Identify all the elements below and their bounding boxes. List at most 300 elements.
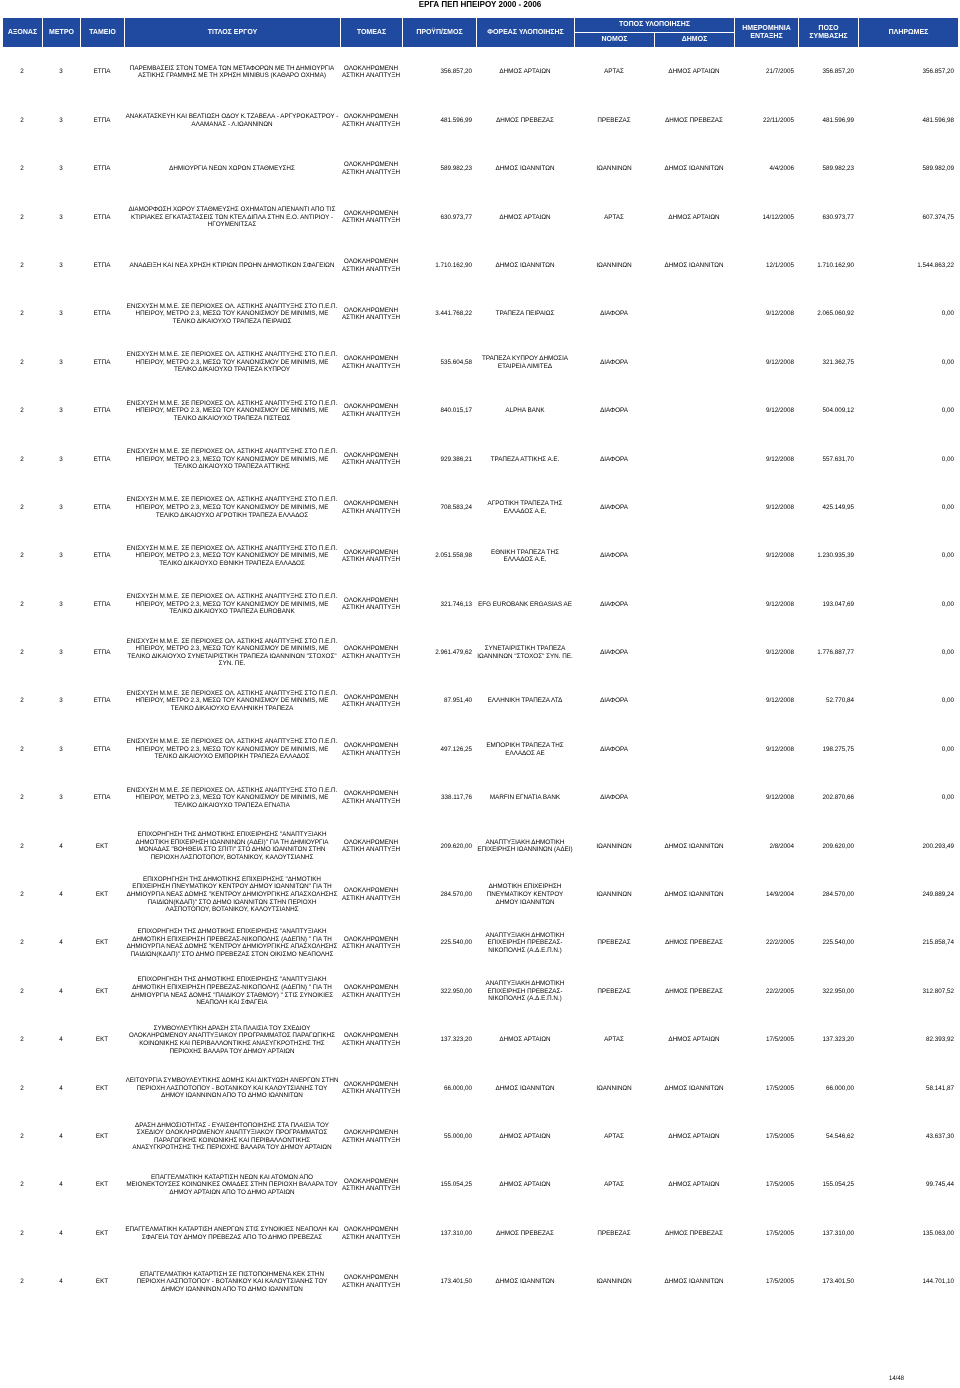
cell-axonas: 2	[20, 939, 24, 947]
cell-proyp: 137.310,00	[440, 1229, 472, 1237]
cell-poso: 1.776.887,77	[817, 649, 854, 657]
projects-table	[2, 48, 958, 1306]
cell-proyp: 589.982,23	[440, 165, 472, 173]
cell-poso: 504.009,12	[822, 407, 854, 415]
cell-pliromes: 200.293,49	[922, 842, 954, 850]
cell-tameio: ΕΤΠΑ	[93, 310, 111, 318]
cell-nomos: ΔΙΑΦΟΡΑ	[600, 358, 628, 366]
cell-metro: 3	[59, 794, 63, 802]
cell-dimos: ΔΗΜΟΣ ΑΡΤΑΙΩΝ	[668, 213, 720, 221]
cell-axonas: 2	[20, 1278, 24, 1286]
cell-foreas: ΔΗΜΟΣ ΑΡΤΑΙΩΝ	[499, 213, 551, 221]
cell-proyp: 840.015,17	[440, 407, 472, 415]
cell-pliromes: 0,00	[941, 745, 954, 753]
cell-dimos	[654, 677, 734, 725]
header-titlos: ΤΙΤΛΟΣ ΕΡΓΟΥ	[125, 18, 341, 48]
cell-foreas: ALPHA BANK	[505, 407, 545, 415]
cell-axonas: 2	[20, 745, 24, 753]
cell-metro: 3	[59, 455, 63, 463]
cell-nomos: ΙΩΑΝΝΙΝΩΝ	[596, 1278, 632, 1286]
cell-pliromes: 43.637,30	[925, 1132, 954, 1140]
cell-date: 9/12/2008	[765, 745, 794, 753]
cell-tameio: ΕΤΠΑ	[93, 407, 111, 415]
cell-axonas: 2	[20, 455, 24, 463]
table-row	[2, 1258, 958, 1306]
cell-titlos: ΔΙΑΜΟΡΦΩΣΗ ΧΩΡΟΥ ΣΤΑΘΜΕΥΣΗΣ ΟΧΗΜΑΤΩΝ ΑΠΕΝΑΝΤΙ ΑΠΟ ΤΙΣ ΚΤΙΡΙΑΚΕΣ ΕΓΚΑΤΑΣΤΑΣΕΙΣ ΤΩΝ ΚΤΕΛ ΔΙΠΛΑ ΣΤΗΝ Ε.Ο. ΑΝΤΙΡΙΟΥ - ΗΓΟΥΜΕΝΙΤΣΑΣ	[128, 205, 336, 229]
cell-titlos: ΛΕΙΤΟΥΡΓΙΑ ΣΥΜΒΟΥΛΕΥΤΙΚΗΣ ΔΟΜΗΣ ΚΑΙ ΔΙΚΤΥΩΣΗ ΑΝΕΡΓΩΝ ΣΤΗΝ ΠΕΡΙΟΧΗ ΛΑΣΠΟΤΟΠΟΥ - ΒΟΤΑΝΙΚΟΥ ΚΑΙ ΚΑΛΟΥΤΣΙΑΝΗΣ ΤΟΥ ΔΗΜΟΥ ΙΩΑΝΝΙΝΩΝ ΑΠΟ ΤΟ ΔΗΜΟ ΙΩΑΝΝΙΤΩΝ	[125, 1077, 339, 1100]
cell-tameio: ΕΤΠΑ	[93, 600, 111, 608]
cell-nomos: ΔΙΑΦΟΡΑ	[600, 794, 628, 802]
cell-pliromes: 82.393,92	[925, 1036, 954, 1044]
cell-titlos: ΕΝΙΣΧΥΣΗ Μ.Μ.Ε. ΣΕ ΠΕΡΙΟΧΕΣ ΟΛ. ΑΣΤΙΚΗΣ ΑΝΑΠΤΥΞΗΣ ΣΤΟ Π.Ε.Π. ΗΠΕΙΡΟΥ, ΜΕΤΡΟ 2.3, ΜΕΣΩ ΤΟΥ ΚΑΝΟΝΙΣΜΟΥ DE MINIMIS, ΜΕ ΤΕΛΙΚΟ ΔΙΚΑΙΟΥΧΟ ΤΡΑΠΕΖΑ ΠΕΙΡΑΙΩΣ	[126, 302, 338, 325]
cell-titlos: ΕΝΙΣΧΥΣΗ Μ.Μ.Ε. ΣΕ ΠΕΡΙΟΧΕΣ ΟΛ. ΑΣΤΙΚΗΣ ΑΝΑΠΤΥΞΗΣ ΣΤΟ Π.Ε.Π. ΗΠΕΙΡΟΥ, ΜΕΤΡΟ 2.3, ΜΕΣΩ ΤΟΥ ΚΑΝΟΝΙΣΜΟΥ DE MINIMIS, ΜΕ ΤΕΛΙΚΟ ΔΙΚΑΙΟΥΧΟ ΤΡΑΠΕΖΑ ΑΤΤΙΚΗΣ	[126, 447, 338, 471]
cell-foreas: ΑΝΑΠΤΥΞΙΑΚΗ ΔΗΜΟΤΙΚΗ ΕΠΙΧΕΙΡΗΣΗ ΙΩΑΝΝΙΝΩΝ (ΑΔΕΙ)	[477, 838, 573, 854]
header-proyp: ΠΡΟΫΠ/ΣΜΟΣ	[403, 18, 477, 48]
header-tomeas: ΤΟΜΕΑΣ	[341, 18, 403, 48]
cell-poso: 589.982,23	[822, 165, 854, 173]
cell-date: 9/12/2008	[765, 358, 794, 366]
cell-tomeas: ΟΛΟΚΛΗΡΩΜΕΝΗ ΑΣΤΙΚΗ ΑΝΑΠΤΥΞΗ	[341, 596, 401, 612]
cell-date: 22/11/2005	[762, 116, 794, 124]
cell-tameio: ΕΤΠΑ	[93, 503, 111, 511]
cell-metro: 3	[59, 649, 63, 657]
cell-tomeas: ΟΛΟΚΛΗΡΩΜΕΝΗ ΑΣΤΙΚΗ ΑΝΑΠΤΥΞΗ	[341, 1129, 401, 1144]
cell-tameio: ΕΚΤ	[95, 1084, 109, 1092]
cell-proyp: 66.000,00	[443, 1084, 472, 1092]
cell-date: 14/12/2005	[762, 213, 794, 221]
cell-titlos: ΕΝΙΣΧΥΣΗ Μ.Μ.Ε. ΣΕ ΠΕΡΙΟΧΕΣ ΟΛ. ΑΣΤΙΚΗΣ ΑΝΑΠΤΥΞΗΣ ΣΤΟ Π.Ε.Π. ΗΠΕΙΡΟΥ, ΜΕΤΡΟ 2.3, ΜΕΣΩ ΤΟΥ ΚΑΝΟΝΙΣΜΟΥ DE MINIMIS, ΜΕ ΤΕΛΙΚΟ ΔΙΚΑΙΟΥΧΟ ΑΓΡΟΤΙΚΗ ΤΡΑΠΕΖΑ ΕΛΛΑΔΟΣ	[126, 496, 338, 519]
cell-axonas: 2	[20, 891, 24, 899]
table-row	[2, 48, 958, 96]
cell-nomos: ΑΡΤΑΣ	[604, 1181, 624, 1189]
cell-foreas: ΤΡΑΠΕΖΑ ΠΕΙΡΑΙΩΣ	[495, 310, 555, 318]
cell-nomos: ΔΙΑΦΟΡΑ	[600, 600, 628, 608]
cell-nomos: ΠΡΕΒΕΖΑΣ	[597, 116, 631, 124]
cell-titlos: ΕΝΙΣΧΥΣΗ Μ.Μ.Ε. ΣΕ ΠΕΡΙΟΧΕΣ ΟΛ. ΑΣΤΙΚΗΣ ΑΝΑΠΤΥΞΗΣ ΣΤΟ Π.Ε.Π. ΗΠΕΙΡΟΥ, ΜΕΤΡΟ 2.3, ΜΕΣΩ ΤΟΥ ΚΑΝΟΝΙΣΜΟΥ DE MINIMIS, ΜΕ ΤΕΛΙΚΟ ΔΙΚΑΙΟΥΧΟ ΕΘΝΙΚΗ ΤΡΑΠΕΖΑ ΕΛΛΑΔΟΣ	[126, 544, 338, 567]
cell-proyp: 321.746,13	[440, 600, 472, 608]
cell-tameio: ΕΚΤ	[95, 891, 109, 899]
cell-date: 9/12/2008	[765, 407, 794, 415]
cell-pliromes: 215.858,74	[922, 939, 954, 947]
cell-foreas: ΔΗΜΟΣ ΠΡΕΒΕΖΑΣ	[496, 116, 554, 124]
cell-axonas: 2	[20, 310, 24, 318]
cell-nomos: ΔΙΑΦΟΡΑ	[600, 552, 628, 560]
cell-titlos: ΕΝΙΣΧΥΣΗ Μ.Μ.Ε. ΣΕ ΠΕΡΙΟΧΕΣ ΟΛ. ΑΣΤΙΚΗΣ ΑΝΑΠΤΥΞΗΣ ΣΤΟ Π.Ε.Π. ΗΠΕΙΡΟΥ, ΜΕΤΡΟ 2.3, ΜΕΣΩ ΤΟΥ ΚΑΝΟΝΙΣΜΟΥ DE MINIMIS, ΜΕ ΤΕΛΙΚΟ ΔΙΚΑΙΟΥΧΟ ΤΡΑΠΕΖΑ ΚΥΠΡΟΥ	[126, 351, 338, 374]
cell-metro: 3	[59, 745, 63, 753]
cell-date: 12/1/2005	[765, 261, 794, 269]
cell-metro: 3	[59, 552, 63, 560]
table-row	[2, 145, 958, 193]
cell-date: 9/12/2008	[765, 503, 794, 511]
page-title: ΕΡΓΑ ΠΕΠ ΗΠΕΙΡΟΥ 2000 - 2006	[418, 0, 542, 9]
cell-pliromes: 0,00	[941, 600, 954, 608]
cell-proyp: 284.570,00	[440, 891, 472, 899]
cell-proyp: 630.973,77	[440, 213, 472, 221]
cell-tomeas: ΟΛΟΚΛΗΡΩΜΕΝΗ ΑΣΤΙΚΗ ΑΝΑΠΤΥΞΗ	[341, 742, 401, 757]
table-row	[2, 1161, 958, 1209]
cell-metro: 4	[59, 891, 63, 899]
cell-tomeas: ΟΛΟΚΛΗΡΩΜΕΝΗ ΑΣΤΙΚΗ ΑΝΑΠΤΥΞΗ	[341, 838, 401, 854]
cell-proyp: 356.857,20	[440, 68, 472, 76]
cell-pliromes: 99.745,44	[925, 1181, 954, 1189]
page-number: 14/48	[888, 1376, 904, 1382]
cell-axonas: 2	[20, 261, 24, 269]
cell-date: 22/2/2005	[765, 939, 794, 947]
cell-pliromes: 356.857,20	[922, 68, 954, 76]
cell-nomos: ΠΡΕΒΕΖΑΣ	[597, 987, 631, 995]
cell-poso: 137.310,00	[822, 1229, 854, 1237]
cell-tameio: ΕΚΤ	[95, 987, 109, 995]
cell-nomos: ΙΩΑΝΝΙΝΩΝ	[596, 891, 632, 899]
cell-date: 17/5/2005	[765, 1084, 794, 1092]
cell-date: 9/12/2008	[765, 455, 794, 463]
cell-foreas: ΔΗΜΟΣ ΑΡΤΑΙΩΝ	[499, 1036, 551, 1044]
header-topos: ΤΟΠΟΣ ΥΛΟΠΟΙΗΣΗΣ	[575, 18, 735, 33]
cell-titlos: ΕΝΙΣΧΥΣΗ Μ.Μ.Ε. ΣΕ ΠΕΡΙΟΧΕΣ ΟΛ. ΑΣΤΙΚΗΣ ΑΝΑΠΤΥΞΗΣ ΣΤΟ Π.Ε.Π. ΗΠΕΙΡΟΥ, ΜΕΤΡΟ 2.3, ΜΕΣΩ ΤΟΥ ΚΑΝΟΝΙΣΜΟΥ DE MINIMIS, ΜΕ ΤΕΛΙΚΟ ΔΙΚΑΙΟΥΧΟ ΤΡΑΠΕΖΑ ΠΙΣΤΕΩΣ	[126, 399, 338, 422]
cell-metro: 3	[59, 213, 63, 221]
header-metro: ΜΕΤΡΟ	[43, 18, 81, 48]
cell-nomos: ΑΡΤΑΣ	[604, 1036, 624, 1044]
cell-axonas: 2	[20, 600, 24, 608]
cell-proyp: 322.950,00	[440, 987, 472, 995]
cell-date: 4/4/2006	[769, 165, 794, 173]
cell-poso: 193.047,69	[822, 600, 854, 608]
cell-titlos: ΕΠΑΓΓΕΛΜΑΤΙΚΗ ΚΑΤΑΡΤΙΣΗ ΣΕ ΠΙΣΤΟΠΟΙΗΜΕΝΑ ΚΕΚ ΣΤΗΝ ΠΕΡΙΟΧΗ ΛΑΣΠΟΤΟΠΟΥ - ΒΟΤΑΝΙΚΟΥ ΚΑΙ ΚΑΛΟΥΤΣΙΑΝΗΣ ΤΟΥ ΔΗΜΟΥ ΙΩΑΝΝΙΝΩΝ ΑΠΟ ΤΟ ΔΗΜΟ ΙΩΑΝΝΙΤΩΝ	[136, 1270, 328, 1293]
table-row	[2, 725, 958, 773]
cell-dimos: ΔΗΜΟΣ ΠΡΕΒΕΖΑΣ	[665, 939, 723, 947]
cell-nomos: ΔΙΑΦΟΡΑ	[600, 745, 628, 753]
cell-tameio: ΕΚΤ	[95, 1132, 109, 1140]
cell-axonas: 2	[20, 1132, 24, 1140]
cell-proyp: 55.000,00	[443, 1132, 472, 1140]
cell-pliromes: 1.544.863,22	[917, 261, 954, 269]
cell-dimos	[654, 484, 734, 532]
cell-tameio: ΕΚΤ	[95, 1036, 109, 1044]
cell-axonas: 2	[20, 68, 24, 76]
cell-date: 9/12/2008	[765, 697, 794, 705]
cell-date: 17/5/2005	[765, 1036, 794, 1044]
cell-proyp: 3.441.768,22	[435, 310, 472, 318]
table-row	[2, 387, 958, 435]
cell-nomos: ΙΩΑΝΝΙΝΩΝ	[596, 1084, 632, 1092]
cell-axonas: 2	[20, 697, 24, 705]
cell-poso: 321.362,75	[822, 358, 854, 366]
cell-nomos: ΠΡΕΒΕΖΑΣ	[597, 1229, 631, 1237]
cell-nomos: ΑΡΤΑΣ	[604, 213, 624, 221]
cell-foreas: ΕΘΝΙΚΗ ΤΡΑΠΕΖΑ ΤΗΣ ΕΛΛΑΔΟΣ Α.Ε.	[491, 548, 559, 564]
cell-tomeas: ΟΛΟΚΛΗΡΩΜΕΝΗ ΑΣΤΙΚΗ ΑΝΑΠΤΥΞΗ	[341, 645, 401, 660]
cell-foreas: ΔΗΜΟΤΙΚΗ ΕΠΙΧΕΙΡΗΣΗ ΠΝΕΥΜΑΤΙΚΟΥ ΚΕΝΤΡΟΥ ΔΗΜΟΥ ΙΩΑΝΝΙΤΩΝ	[486, 883, 564, 906]
cell-pliromes: 0,00	[941, 358, 954, 366]
cell-proyp: 173.401,50	[440, 1278, 472, 1286]
table-row	[2, 435, 958, 483]
header-pliromes: ΠΛΗΡΩΜΕΣ	[859, 18, 959, 48]
cell-poso: 1.710.162,90	[817, 261, 854, 269]
cell-tomeas: ΟΛΟΚΛΗΡΩΜΕΝΗ ΑΣΤΙΚΗ ΑΝΑΠΤΥΞΗ	[341, 1080, 401, 1096]
cell-metro: 3	[59, 310, 63, 318]
header-axonas: ΑΞΟΝΑΣ	[3, 18, 43, 48]
cell-dimos	[654, 532, 734, 580]
cell-tameio: ΕΚΤ	[95, 1181, 109, 1189]
cell-dimos: ΔΗΜΟΣ ΑΡΤΑΙΩΝ	[668, 68, 720, 76]
cell-nomos: ΔΙΑΦΟΡΑ	[600, 407, 628, 415]
cell-proyp: 481.596,99	[440, 116, 472, 124]
cell-proyp: 338.117,76	[440, 794, 472, 802]
cell-titlos: ΕΠΙΧΟΡΗΓΗΣΗ ΤΗΣ ΔΗΜΟΤΙΚΗΣ ΕΠΙΧΕΙΡΗΣΗΣ "ΑΝΑΠΤΥΞΙΑΚΗ ΔΗΜΟΤΙΚΗ ΕΠΙΧΕΙΡΗΣΗ ΠΡΕΒΕΖΑΣ-ΝΙΚΟΠΟΛΗΣ (ΑΔΕΠΝ) " ΓΙΑ ΤΗ ΔΗΜΙΟΥΡΓΙΑ ΝΕΑΣ ΔΟΜΗΣ "ΚΕΝΤΡΟΥ ΔΗΜΙΟΥΡΓΙΚΗΣ ΑΠΑΣΧΟΛΗΣΗΣ ΠΑΙΔΙΩΝ(ΚΔΑΠ)" ΣΤΟ ΔΗΜΟ ΠΡΕΒΕΖΑΣ ΣΤΟΝ ΟΙΚΙΣΜΟ ΝΕΑΠΟΛΗΣ	[126, 928, 338, 958]
cell-poso: 173.401,50	[822, 1278, 854, 1286]
cell-tomeas: ΟΛΟΚΛΗΡΩΜΕΝΗ ΑΣΤΙΚΗ ΑΝΑΠΤΥΞΗ	[341, 112, 401, 128]
cell-pliromes: 144.701,10	[922, 1278, 954, 1286]
cell-poso: 54.546,62	[825, 1132, 854, 1140]
cell-tameio: ΕΤΠΑ	[93, 165, 111, 173]
cell-foreas: ΣΥΝΕΤΑΙΡΙΣΤΙΚΗ ΤΡΑΠΕΖΑ ΙΩΑΝΝΙΝΩΝ "ΣΤΟΧΟΣ" ΣΥΝ. ΠΕ.	[477, 645, 573, 660]
cell-dimos: ΔΗΜΟΣ ΙΩΑΝΝΙΤΩΝ	[664, 261, 724, 269]
cell-dimos: ΔΗΜΟΣ ΑΡΤΑΙΩΝ	[668, 1181, 720, 1189]
cell-pliromes: 0,00	[941, 794, 954, 802]
cell-tomeas: ΟΛΟΚΛΗΡΩΜΕΝΗ ΑΣΤΙΚΗ ΑΝΑΠΤΥΞΗ	[341, 790, 401, 806]
cell-pliromes: 0,00	[941, 649, 954, 657]
cell-foreas: ΔΗΜΟΣ ΙΩΑΝΝΙΤΩΝ	[495, 165, 555, 173]
cell-metro: 3	[59, 68, 63, 76]
cell-metro: 3	[59, 600, 63, 608]
cell-tameio: ΕΚΤ	[95, 1229, 109, 1237]
cell-date: 17/5/2005	[765, 1132, 794, 1140]
cell-poso: 66.000,00	[825, 1084, 854, 1092]
cell-metro: 4	[59, 1278, 63, 1286]
cell-axonas: 2	[20, 358, 24, 366]
table-row	[2, 290, 958, 338]
cell-titlos: ΕΝΙΣΧΥΣΗ Μ.Μ.Ε. ΣΕ ΠΕΡΙΟΧΕΣ ΟΛ. ΑΣΤΙΚΗΣ ΑΝΑΠΤΥΞΗΣ ΣΤΟ Π.Ε.Π. ΗΠΕΙΡΟΥ, ΜΕΤΡΟ 2.3, ΜΕΣΩ ΤΟΥ ΚΑΝΟΝΙΣΜΟΥ DE MINIMIS, ΜΕ ΤΕΛΙΚΟ ΔΙΚΑΙΟΥΧΟ ΤΡΑΠΕΖΑ EUROBANK	[126, 593, 338, 616]
cell-date: 22/2/2005	[765, 987, 794, 995]
table-row	[2, 629, 958, 677]
cell-proyp: 87.951,40	[443, 697, 472, 705]
cell-dimos	[654, 435, 734, 483]
cell-pliromes: 0,00	[941, 697, 954, 705]
cell-axonas: 2	[20, 649, 24, 657]
cell-titlos: ΕΠΙΧΟΡΗΓΗΣΗ ΤΗΣ ΔΗΜΟΤΙΚΗΣ ΕΠΙΧΕΙΡΗΣΗΣ "ΔΗΜΟΤΙΚΗ ΕΠΙΧΕΙΡΗΣΗ ΠΝΕΥΜΑΤΙΚΟΥ ΚΕΝΤΡΟΥ ΔΗΜΟΥ ΙΩΑΝΝΙΤΩΝ" ΓΙΑ ΤΗ ΔΗΜΙΟΥΡΓΙΑ ΝΕΑΣ ΔΟΜΗΣ "ΚΕΝΤΡΟΥ ΔΗΜΙΟΥΡΓΙΚΗΣ ΑΠΑΣΧΟΛΗΣΗΣ ΠΑΙΔΙΩΝ(ΚΔΑΠ)" ΣΤΟ ΔΗΜΟ ΙΩΑΝΝΙΤΩΝ ΣΤΗΝ ΠΕΡΙΟΧΗ ΛΑΣΠΟΤΟΠΟΥ, ΒΟΤΑΝΙΚΟΥ, ΚΑΛΟΥΤΣΙΑΝΗΣ	[126, 875, 338, 914]
cell-proyp: 137.323,20	[440, 1036, 472, 1044]
table-row	[2, 580, 958, 628]
cell-metro: 3	[59, 116, 63, 124]
table-row	[2, 532, 958, 580]
cell-tomeas: ΟΛΟΚΛΗΡΩΜΕΝΗ ΑΣΤΙΚΗ ΑΝΑΠΤΥΞΗ	[341, 354, 401, 370]
cell-dimos: ΔΗΜΟΣ ΠΡΕΒΕΖΑΣ	[665, 987, 723, 995]
cell-dimos: ΔΗΜΟΣ ΑΡΤΑΙΩΝ	[668, 1036, 720, 1044]
cell-dimos	[654, 387, 734, 435]
cell-axonas: 2	[20, 1181, 24, 1189]
cell-pliromes: 481.596,98	[922, 116, 954, 124]
cell-titlos: ΣΥΜΒΟΥΛΕΥΤΙΚΗ ΔΡΑΣΗ ΣΤΑ ΠΛΑΙΣΙΑ ΤΟΥ ΣΧΕΔΙΟΥ ΟΛΟΚΛΗΡΩΜΕΝΟΥ ΑΝΑΠΤΥΞΙΑΚΟΥ ΠΡΟΓΡΑΜΜΑΤΟΣ ΠΑΡΑΓΩΓΙΚΗΣ ΚΟΙΝΩΝΙΚΗΣ ΚΑΙ ΠΕΡΙΒΑΛΛΟΝΤΙΚΗΣ ΑΝΑΣΥΓΚΡΟΤΗΣΗΣ ΤΗΣ ΠΕΡΙΟΧΗΣ ΒΑΛΑΡΑ ΤΟΥ ΔΗΜΟΥ ΑΡΤΑΙΩΝ	[128, 1024, 336, 1055]
cell-foreas: ΤΡΑΠΕΖΑ ΚΥΠΡΟΥ ΔΗΜΟΣΙΑ ΕΤΑΙΡΕΙΑ ΛΙΜΙΤΕΔ	[481, 354, 569, 370]
table-row	[2, 338, 958, 386]
table-row	[2, 193, 958, 241]
cell-metro: 3	[59, 697, 63, 705]
cell-titlos: ΕΠΑΓΓΕΛΜΑΤΙΚΗ ΚΑΤΑΡΤΙΣΗ ΝΕΩΝ ΚΑΙ ΑΤΟΜΩΝ ΑΠΟ ΜΕΙΟΝΕΚΤΟΥΣΕΣ ΚΟΙΝΩΝΙΚΕΣ ΟΜΑΔΕΣ ΣΤΗΝ ΠΕΡΙΟΧΗ ΒΑΛΑΡΑ ΤΟΥ ΔΗΜΟΥ ΑΡΤΑΙΩΝ ΑΠΟ ΤΟ ΔΗΜΟ ΑΡΤΑΙΩΝ	[126, 1173, 338, 1196]
cell-pliromes: 0,00	[941, 407, 954, 415]
cell-foreas: ΔΗΜΟΣ ΙΩΑΝΝΙΤΩΝ	[495, 261, 555, 269]
cell-poso: 1.230.935,39	[817, 552, 854, 560]
cell-dimos: ΔΗΜΟΣ ΙΩΑΝΝΙΤΩΝ	[664, 891, 724, 899]
cell-tameio: ΕΤΠΑ	[93, 697, 111, 705]
table-row	[2, 822, 958, 870]
cell-foreas: ΔΗΜΟΣ ΠΡΕΒΕΖΑΣ	[496, 1229, 554, 1237]
cell-axonas: 2	[20, 552, 24, 560]
cell-tameio: ΕΤΠΑ	[93, 552, 111, 560]
cell-foreas: EFG EUROBANK ERGASIAS AE	[478, 600, 572, 608]
cell-metro: 3	[59, 358, 63, 366]
cell-nomos: ΔΙΑΦΟΡΑ	[600, 697, 628, 705]
cell-nomos: ΔΙΑΦΟΡΑ	[600, 649, 628, 657]
cell-tomeas: ΟΛΟΚΛΗΡΩΜΕΝΗ ΑΣΤΙΚΗ ΑΝΑΠΤΥΞΗ	[341, 887, 401, 902]
cell-tameio: ΕΤΠΑ	[93, 213, 111, 221]
cell-poso: 284.570,00	[822, 891, 854, 899]
cell-poso: 2.065.060,92	[817, 310, 854, 318]
cell-poso: 481.596,99	[822, 116, 854, 124]
cell-axonas: 2	[20, 1084, 24, 1092]
cell-date: 9/12/2008	[765, 310, 794, 318]
cell-proyp: 929.386,21	[440, 455, 472, 463]
cell-axonas: 2	[20, 213, 24, 221]
cell-metro: 4	[59, 842, 63, 850]
header-poso: ΠΟΣΟ ΣΥΜΒΑΣΗΣ	[799, 18, 859, 48]
cell-pliromes: 607.374,75	[922, 213, 954, 221]
cell-tameio: ΕΚΤ	[95, 842, 109, 850]
cell-tomeas: ΟΛΟΚΛΗΡΩΜΕΝΗ ΑΣΤΙΚΗ ΑΝΑΠΤΥΞΗ	[341, 693, 401, 709]
cell-date: 14/9/2004	[765, 891, 794, 899]
cell-dimos: ΔΗΜΟΣ ΠΡΕΒΕΖΑΣ	[665, 116, 723, 124]
cell-metro: 3	[59, 261, 63, 269]
cell-nomos: ΔΙΑΦΟΡΑ	[600, 503, 628, 511]
cell-tameio: ΕΤΠΑ	[93, 649, 111, 657]
cell-date: 21/7/2005	[765, 68, 794, 76]
cell-foreas: ΔΗΜΟΣ ΑΡΤΑΙΩΝ	[499, 68, 551, 76]
cell-date: 9/12/2008	[765, 552, 794, 560]
cell-proyp: 2.961.479,62	[435, 649, 472, 657]
cell-dimos	[654, 290, 734, 338]
cell-axonas: 2	[20, 165, 24, 173]
cell-axonas: 2	[20, 407, 24, 415]
cell-metro: 4	[59, 1084, 63, 1092]
cell-tameio: ΕΤΠΑ	[93, 261, 111, 269]
cell-foreas: ΔΗΜΟΣ ΑΡΤΑΙΩΝ	[499, 1132, 551, 1140]
cell-date: 2/8/2004	[769, 842, 794, 850]
cell-tomeas: ΟΛΟΚΛΗΡΩΜΕΝΗ ΑΣΤΙΚΗ ΑΝΑΠΤΥΞΗ	[341, 1177, 401, 1193]
cell-titlos: ΠΑΡΕΜΒΑΣΕΙΣ ΣΤΟΝ ΤΟΜΕΑ ΤΩΝ ΜΕΤΑΦΟΡΩΝ ΜΕ ΤΗ ΔΗΜΙΟΥΡΓΙΑ ΑΣΤΙΚΗΣ ΓΡΑΜΜΗΣ ΜΕ ΤΗ ΧΡΗΣΗ MINIBUS (ΚΑΘΑΡΟ ΟΧΗΜΑ)	[129, 64, 335, 80]
cell-metro: 4	[59, 1132, 63, 1140]
cell-tameio: ΕΤΠΑ	[93, 68, 111, 76]
cell-nomos: ΔΙΑΦΟΡΑ	[600, 455, 628, 463]
cell-metro: 4	[59, 1229, 63, 1237]
cell-titlos: ΕΝΙΣΧΥΣΗ Μ.Μ.Ε. ΣΕ ΠΕΡΙΟΧΕΣ ΟΛ. ΑΣΤΙΚΗΣ ΑΝΑΠΤΥΞΗΣ ΣΤΟ Π.Ε.Π. ΗΠΕΙΡΟΥ, ΜΕΤΡΟ 2.3, ΜΕΣΩ ΤΟΥ ΚΑΝΟΝΙΣΜΟΥ DE MINIMIS, ΜΕ ΤΕΛΙΚΟ ΔΙΚΑΙΟΥΧΟ ΤΡΑΠΕΖΑ ΕΓΝΑΤΙΑ	[126, 786, 338, 809]
cell-poso: 225.540,00	[822, 939, 854, 947]
cell-titlos: ΕΠΙΧΟΡΗΓΗΣΗ ΤΗΣ ΔΗΜΟΤΙΚΗΣ ΕΠΙΧΕΙΡΗΣΗΣ "ΑΝΑΠΤΥΞΙΑΚΗ ΔΗΜΟΤΙΚΗ ΕΠΙΧΕΙΡΗΣΗ ΠΡΕΒΕΖΑΣ-ΝΙΚΟΠΟΛΗΣ (ΑΔΕΠΝ) " ΓΙΑ ΤΗ ΔΗΜΙΟΥΡΓΙΑ ΝΕΑΣ ΔΟΜΗΣ "ΠΑΙΔΙΚΟΥ ΣΤΑΘΜΟΥ) " ΣΤΙΣ ΣΥΝΟΙΚΙΕΣ ΝΕΑΠΟΛΗ ΚΑΙ ΣΦΑΓΕΙΑ	[130, 976, 334, 1007]
cell-pliromes: 0,00	[941, 503, 954, 511]
cell-foreas: ΕΜΠΟΡΙΚΗ ΤΡΑΠΕΖΑ ΤΗΣ ΕΛΛΑΔΟΣ ΑΕ	[486, 742, 564, 757]
cell-proyp: 225.540,00	[440, 939, 472, 947]
table-row	[2, 677, 958, 725]
cell-foreas: ΔΗΜΟΣ ΙΩΑΝΝΙΤΩΝ	[495, 1084, 555, 1092]
cell-axonas: 2	[20, 794, 24, 802]
cell-poso: 155.054,25	[822, 1181, 854, 1189]
cell-axonas: 2	[20, 1036, 24, 1044]
header-tameio: ΤΑΜΕΙΟ	[81, 18, 125, 48]
table-row	[2, 484, 958, 532]
cell-tomeas: ΟΛΟΚΛΗΡΩΜΕΝΗ ΑΣΤΙΚΗ ΑΝΑΠΤΥΞΗ	[341, 306, 401, 322]
table-row	[2, 774, 958, 822]
cell-titlos: ΕΠΑΓΓΕΛΜΑΤΙΚΗ ΚΑΤΑΡΤΙΣΗ ΑΝΕΡΓΩΝ ΣΤΙΣ ΣΥΝΟΙΚΙΕΣ ΝΕΑΠΟΛΗ ΚΑΙ ΣΦΑΓΕΙΑ ΤΟΥ ΔΗΜΟΥ ΠΡΕΒΕΖΑΣ ΑΠΟ ΤΟ ΔΗΜΟ ΠΡΕΒΕΖΑΣ	[125, 1225, 339, 1241]
cell-axonas: 2	[20, 503, 24, 511]
table-row	[2, 1113, 958, 1161]
cell-dimos	[654, 774, 734, 822]
cell-nomos: ΙΩΑΝΝΙΝΩΝ	[596, 261, 632, 269]
cell-tomeas: ΟΛΟΚΛΗΡΩΜΕΝΗ ΑΣΤΙΚΗ ΑΝΑΠΤΥΞΗ	[341, 500, 401, 515]
cell-pliromes: 0,00	[941, 310, 954, 318]
cell-proyp: 497.126,25	[440, 745, 472, 753]
cell-tameio: ΕΤΠΑ	[93, 745, 111, 753]
cell-metro: 3	[59, 407, 63, 415]
cell-tomeas: ΟΛΟΚΛΗΡΩΜΕΝΗ ΑΣΤΙΚΗ ΑΝΑΠΤΥΞΗ	[341, 451, 401, 467]
cell-tomeas: ΟΛΟΚΛΗΡΩΜΕΝΗ ΑΣΤΙΚΗ ΑΝΑΠΤΥΞΗ	[341, 1225, 401, 1241]
cell-proyp: 155.054,25	[440, 1181, 472, 1189]
cell-foreas: ΔΗΜΟΣ ΑΡΤΑΙΩΝ	[499, 1181, 551, 1189]
cell-pliromes: 0,00	[941, 455, 954, 463]
cell-tomeas: ΟΛΟΚΛΗΡΩΜΕΝΗ ΑΣΤΙΚΗ ΑΝΑΠΤΥΞΗ	[341, 1274, 401, 1289]
cell-foreas: ΕΛΛΗΝΙΚΗ ΤΡΑΠΕΖΑ ΛΤΔ	[487, 697, 563, 705]
cell-metro: 3	[59, 165, 63, 173]
cell-metro: 3	[59, 503, 63, 511]
cell-poso: 630.973,77	[822, 213, 854, 221]
table-header	[2, 17, 959, 48]
cell-titlos: ΔΡΑΣΗ ΔΗΜΟΣΙΟΤΗΤΑΣ - ΕΥΑΙΣΘΗΤΟΠΟΙΗΣΗΣ ΣΤΑ ΠΛΑΙΣΙΑ ΤΟΥ ΣΧΕΔΙΟΥ ΟΛΟΚΛΗΡΩΜΕΝΟΥ ΑΝΑΠΤΥΞΙΑΚΟΥ ΠΡΟΓΡΑΜΜΑΤΟΣ ΠΑΡΑΓΩΓΙΚΗΣ ΚΟΙΝΩΝΙΚΗΣ ΚΑΙ ΠΕΡΙΒΑΛΛΟΝΤΙΚΗΣ ΑΝΑΣΥΓΚΡΟΤΗΣΗΣ ΤΗΣ ΠΕΡΙΟΧΗΣ ΒΑΛΑΡΑ ΤΟΥ ΔΗΜΟΥ ΑΡΤΑΙΩΝ	[132, 1121, 332, 1152]
table-row	[2, 871, 958, 919]
cell-titlos: ΔΗΜΙΟΥΡΓΙΑ ΝΕΩΝ ΧΩΡΩΝ ΣΤΑΘΜΕΥΣΗΣ	[169, 165, 295, 173]
header-hmerominia: ΗΜΕΡΟΜΗΝΙΑ ΕΝΤΑΞΗΣ	[735, 18, 799, 48]
cell-tomeas: ΟΛΟΚΛΗΡΩΜΕΝΗ ΑΣΤΙΚΗ ΑΝΑΠΤΥΞΗ	[341, 209, 401, 225]
cell-tomeas: ΟΛΟΚΛΗΡΩΜΕΝΗ ΑΣΤΙΚΗ ΑΝΑΠΤΥΞΗ	[341, 548, 401, 564]
cell-nomos: ΠΡΕΒΕΖΑΣ	[597, 939, 631, 947]
cell-poso: 137.323,20	[822, 1036, 854, 1044]
cell-pliromes: 58.141,87	[925, 1084, 954, 1092]
cell-proyp: 2.051.558,98	[435, 552, 472, 560]
cell-metro: 4	[59, 1036, 63, 1044]
cell-foreas: ΑΝΑΠΤΥΞΙΑΚΗ ΔΗΜΟΤΙΚΗ ΕΠΙΧΕΙΡΗΣΗ ΠΡΕΒΕΖΑΣ-ΝΙΚΟΠΟΛΗΣ (Α.Δ.Ε.Π.Ν.)	[485, 980, 565, 1003]
cell-poso: 322.950,00	[822, 987, 854, 995]
table-row	[2, 242, 958, 290]
cell-poso: 198.275,75	[822, 745, 854, 753]
cell-tameio: ΕΤΠΑ	[93, 358, 111, 366]
cell-tomeas: ΟΛΟΚΛΗΡΩΜΕΝΗ ΑΣΤΙΚΗ ΑΝΑΠΤΥΞΗ	[341, 258, 401, 273]
cell-poso: 52.770,84	[825, 697, 854, 705]
cell-titlos: ΑΝΑΚΑΤΑΣΚΕΥΗ ΚΑΙ ΒΕΛΤΙΩΣΗ ΟΔΟΥ Κ.ΤΖΑΒΕΛΑ - ΑΡΓΥΡΟΚΑΣΤΡΟΥ - ΑΛΑΜΑΝΑΣ - Λ.ΙΩΑΝΝΙΝΩΝ	[125, 112, 339, 128]
cell-pliromes: 589.982,09	[922, 165, 954, 173]
cell-tomeas: ΟΛΟΚΛΗΡΩΜΕΝΗ ΑΣΤΙΚΗ ΑΝΑΠΤΥΞΗ	[341, 984, 401, 999]
table-row	[2, 1016, 958, 1064]
cell-dimos	[654, 725, 734, 773]
cell-pliromes: 0,00	[941, 552, 954, 560]
cell-titlos: ΕΠΙΧΟΡΗΓΗΣΗ ΤΗΣ ΔΗΜΟΤΙΚΗΣ ΕΠΙΧΕΙΡΗΣΗΣ "ΑΝΑΠΤΥΞΙΑΚΗ ΔΗΜΟΤΙΚΗ ΕΠΙΧΕΙΡΗΣΗ ΙΩΑΝΝΙΝΩΝ (ΑΔΕΙ)" ΓΙΑ ΤΗ ΔΗΜΙΟΥΡΓΙΑ ΜΟΝΑΔΑΣ "ΒΟΗΘΕΙΑ ΣΤΟ ΣΠΙΤΙ" ΣΤΟ ΔΗΜΟ ΙΩΑΝΝΙΤΩΝ ΣΤΗΝ ΠΕΡΙΟΧΗ ΛΑΣΠΟΤΟΠΟΥ, ΒΟΤΑΝΙΚΟΥ, ΚΑΛΟΥΤΣΙΑΝΗΣ	[135, 831, 329, 862]
cell-axonas: 2	[20, 1229, 24, 1237]
header-foreas: ΦΟΡΕΑΣ ΥΛΟΠΟΙΗΣΗΣ	[477, 18, 575, 48]
cell-dimos	[654, 580, 734, 628]
cell-axonas: 2	[20, 842, 24, 850]
cell-dimos: ΔΗΜΟΣ ΠΡΕΒΕΖΑΣ	[665, 1229, 723, 1237]
cell-tomeas: ΟΛΟΚΛΗΡΩΜΕΝΗ ΑΣΤΙΚΗ ΑΝΑΠΤΥΞΗ	[341, 64, 401, 80]
cell-date: 9/12/2008	[765, 649, 794, 657]
cell-dimos: ΔΗΜΟΣ ΑΡΤΑΙΩΝ	[668, 1132, 720, 1140]
cell-poso: 557.631,70	[822, 455, 854, 463]
cell-tomeas: ΟΛΟΚΛΗΡΩΜΕΝΗ ΑΣΤΙΚΗ ΑΝΑΠΤΥΞΗ	[341, 935, 401, 951]
cell-proyp: 708.583,24	[440, 503, 472, 511]
